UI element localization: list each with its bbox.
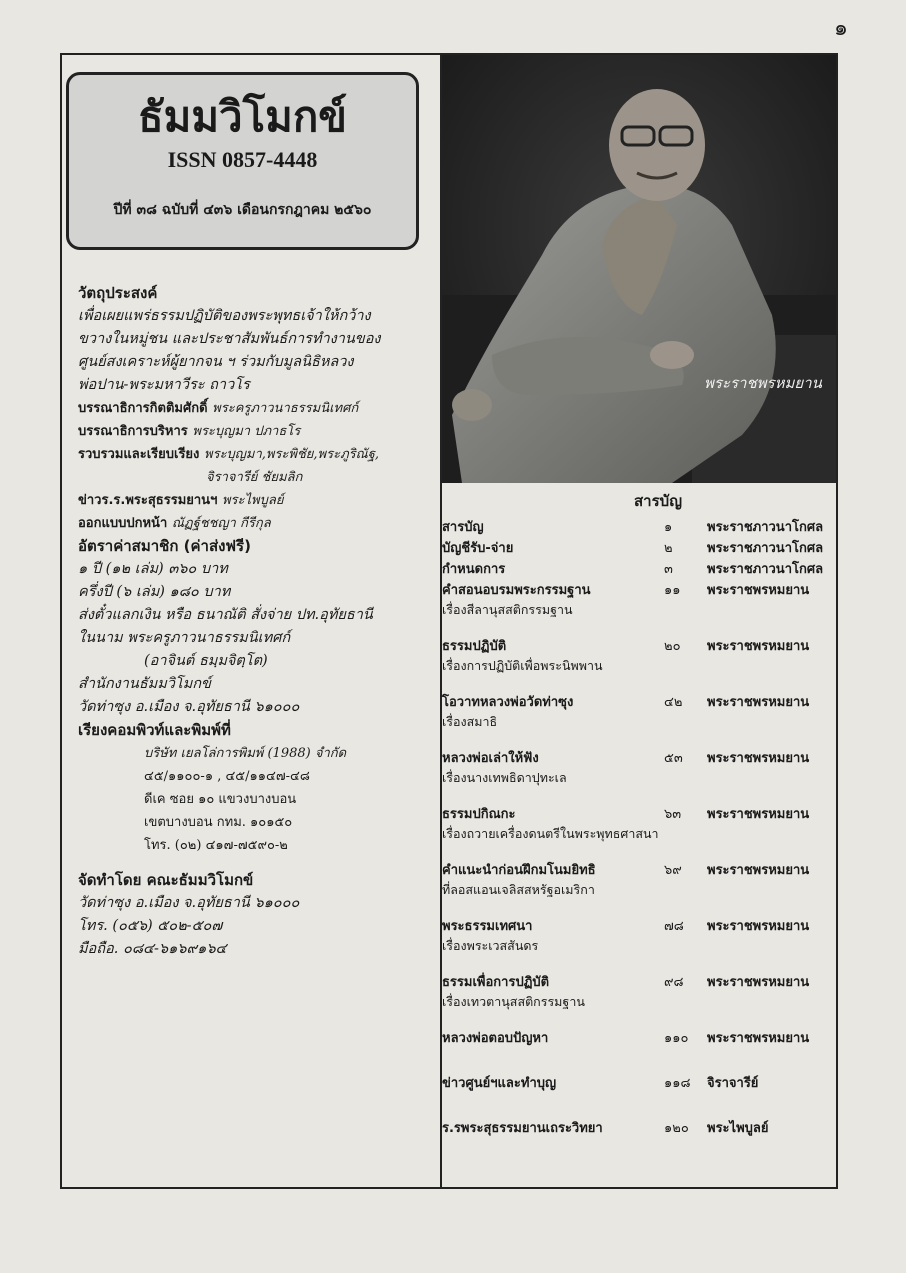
toc-page: ๔๒ xyxy=(664,695,683,710)
toc-author: จิราจารีย์ xyxy=(707,1076,759,1091)
office-line: วัดท่าซุง อ.เมือง จ.อุทัยธานี ๖๑๐๐๐ xyxy=(78,699,300,715)
toc-title: ธรรมปฏิบัติ xyxy=(442,639,507,654)
objective-line: เพื่อเผยแพร่ธรรมปฏิบัติของพระพุทธเจ้าให้กว้าง xyxy=(78,308,371,324)
cover-credit: ออกแบบปกหน้า ณัฏฐ์ชชญา กีรีกุล xyxy=(78,516,271,531)
objective-line: ขวางในหมู่ชน และประชาสัมพันธ์การทำงานของ xyxy=(78,331,381,347)
toc-row xyxy=(440,859,836,880)
toc-page: ๑๑๘ xyxy=(664,1076,691,1091)
toc-title: โอวาทหลวงพ่อวัดท่าซุง xyxy=(442,695,574,710)
left-column xyxy=(78,282,438,961)
toc-row xyxy=(440,747,836,768)
toc-page: ๑ xyxy=(664,520,673,535)
fee-year: ๑ ปี (๑๒ เล่ม) ๓๖๐ บาท xyxy=(78,561,228,577)
toc-author: พระราชภาวนาโกศล xyxy=(707,562,824,577)
toc-subtitle: ที่ลอสแอนเจลิสสหรัฐอเมริกา xyxy=(442,882,595,897)
toc-title: สารบัญ xyxy=(442,520,484,535)
page-number: ๑ xyxy=(834,16,848,41)
toc-row xyxy=(440,558,836,579)
producer-heading: จัดทำโดย คณะธัมมวิโมกข์ xyxy=(78,871,254,889)
toc-subtitle: เรื่องเทวตานุสสติกรรมฐาน xyxy=(442,994,585,1009)
toc-author: พระราชพรหมยาน xyxy=(707,975,810,990)
printer-line: ๔๕/๑๑๐๐-๑ , ๔๕/๑๑๔๗-๔๘ xyxy=(144,769,310,784)
issn: ISSN 0857-4448 xyxy=(167,147,318,172)
toc-author: พระราชภาวนาโกศล xyxy=(707,541,824,556)
printer-heading: เรียงคอมพิวท์และพิมพ์ที่ xyxy=(78,721,231,739)
toc-page: ๖๙ xyxy=(664,863,682,878)
objective-line: ศูนย์สงเคราะห์ผู้ยากจน ฯ ร่วมกับมูลนิธิหลวง xyxy=(78,354,354,370)
printer-line: ดีเค ซอย ๑๐ แขวงบางบอน xyxy=(144,792,297,807)
toc-spacer xyxy=(440,1048,836,1072)
objective-line: พ่อปาน-พระมหาวีระ ถาวโร xyxy=(78,377,250,393)
masthead-box xyxy=(66,72,419,250)
toc-title: คำสอนอบรมพระกรรมฐาน xyxy=(442,583,591,598)
producer-line: มือถือ. ๐๘๔-๖๑๖๙๑๖๔ xyxy=(78,941,227,957)
toc-author: พระราชพรหมยาน xyxy=(707,751,810,766)
toc-author: พระราชพรหมยาน xyxy=(707,695,810,710)
toc-subtitle: เรื่องสีลานุสสติกรรมฐาน xyxy=(442,602,573,617)
toc-spacer xyxy=(440,1093,836,1117)
toc-title: หลวงพ่อเล่าให้ฟัง xyxy=(442,751,539,766)
toc-title: ธรรมเพื่อการปฏิบัติ xyxy=(442,975,550,990)
toc-subtitle: เรื่องการปฏิบัติเพื่อพระนิพพาน xyxy=(442,658,603,673)
toc-row xyxy=(440,803,836,824)
toc-page: ๑๒๐ xyxy=(664,1121,689,1136)
toc-title: กำหนดการ xyxy=(442,562,506,577)
payment-line: ในนาม พระครูภาวนาธรรมนิเทศก์ xyxy=(78,630,291,646)
toc-author: พระราชพรหมยาน xyxy=(707,583,810,598)
toc-heading: สารบัญ xyxy=(634,492,682,510)
toc-row xyxy=(440,915,836,936)
producer-line: โทร. (๐๕๖) ๕๐๒-๕๐๗ xyxy=(78,918,223,934)
toc-row xyxy=(440,1117,836,1138)
office-line: สำนักงานธัมมวิโมกข์ xyxy=(78,676,211,692)
toc-spacer xyxy=(440,1138,836,1162)
producer-line: วัดท่าซุง อ.เมือง จ.อุทัยธานี ๖๑๐๐๐ xyxy=(78,895,300,911)
managing-editor: บรรณาธิการบริหาร พระบุญมา ปภาธโร xyxy=(78,424,301,439)
toc-row xyxy=(440,579,836,600)
toc-author: พระราชพรหมยาน xyxy=(707,807,810,822)
toc-page: ๕๓ xyxy=(664,751,683,766)
toc-page: ๑๑๐ xyxy=(664,1031,689,1046)
toc-title: ร.รพระสุธรรมยานเถระวิทยา xyxy=(442,1121,603,1136)
monk-photo xyxy=(442,55,836,483)
toc-title: หลวงพ่อตอบปัญหา xyxy=(442,1031,549,1046)
toc-page: ๗๘ xyxy=(664,919,684,934)
photo-signature: พระราชพรหมยาน xyxy=(704,374,822,392)
toc-page: ๙๘ xyxy=(664,975,684,990)
toc-row xyxy=(440,537,836,558)
toc-author: พระราชพรหมยาน xyxy=(707,919,810,934)
toc-row xyxy=(440,516,836,537)
toc-subtitle: เรื่องนางเทพธิดาปุทะเล xyxy=(442,770,567,785)
news-credit: ข่าวร.ร.พระสุธรรมยานฯ พระไพบูลย์ xyxy=(78,493,284,508)
payment-line: (อาจินต์ ธมฺมจิตฺโต) xyxy=(144,653,268,669)
objective-heading: วัตถุประสงค์ xyxy=(78,284,158,302)
toc-title: พระธรรมเทศนา xyxy=(442,919,533,934)
toc-page: ๒ xyxy=(664,541,673,556)
toc-title: ข่าวศูนย์ฯและทำบุญ xyxy=(442,1076,557,1091)
fee-half: ครึ่งปี (๖ เล่ม) ๑๘๐ บาท xyxy=(78,584,231,600)
toc-author: พระราชพรหมยาน xyxy=(707,863,810,878)
honorary-editor: บรรณาธิการกิตติมศักดิ์ พระครูภาวนาธรรมนิเทศก์ xyxy=(78,401,359,416)
toc-author: พระราชภาวนาโกศล xyxy=(707,520,824,535)
printer-line: เขตบางบอน กทม. ๑๐๑๕๐ xyxy=(144,815,293,830)
toc-row xyxy=(440,691,836,712)
toc-title: บัญชีรับ-จ่าย xyxy=(442,541,514,556)
toc-title: ธรรมปกิณกะ xyxy=(442,807,516,822)
toc-author: พระราชพรหมยาน xyxy=(707,639,810,654)
compiler: รวบรวมและเรียบเรียง พระบุญมา,พระพิชัย,พระภูริณัฐ, xyxy=(78,447,380,462)
magazine-title: ธัมมวิโมกข์ xyxy=(138,92,347,141)
compiler-line2: จิราจารีย์ ชัยมลิก xyxy=(206,470,303,485)
toc-author: พระไพบูลย์ xyxy=(707,1121,769,1136)
table-of-contents xyxy=(440,486,836,1162)
payment-line: ส่งตั๋วแลกเงิน หรือ ธนาณัติ สั่งจ่าย ปท.อุทัยธานี xyxy=(78,607,373,623)
toc-author: พระราชพรหมยาน xyxy=(707,1031,810,1046)
fee-heading: อัตราค่าสมาชิก (ค่าส่งฟรี) xyxy=(78,537,251,555)
toc-page: ๒๐ xyxy=(664,639,681,654)
toc-row xyxy=(440,1027,836,1048)
toc-page: ๖๓ xyxy=(664,807,682,822)
toc-subtitle: เรื่องพระเวสสันดร xyxy=(442,938,539,953)
printer-line: โทร. (๐๒) ๔๑๗-๗๕๙๐-๒ xyxy=(144,838,288,853)
issue-info: ปีที่ ๓๘ ฉบับที่ ๔๓๖ เดือนกรกฎาคม ๒๕๖๐ xyxy=(113,202,372,218)
toc-row xyxy=(440,971,836,992)
toc-subtitle: เรื่องสมาธิ xyxy=(442,714,498,729)
toc-subtitle: เรื่องถวายเครื่องดนตรีในพระพุทธศาสนา xyxy=(442,826,659,841)
toc-row xyxy=(440,635,836,656)
toc-page: ๑๑ xyxy=(664,583,681,598)
monk-photo-graphic xyxy=(442,55,836,483)
toc-row xyxy=(440,1072,836,1093)
printer-line: บริษัท เยลโล่การพิมพ์ (1988) จำกัด xyxy=(144,746,347,761)
toc-title: คำแนะนำก่อนฝึกมโนมยิทธิ xyxy=(442,863,596,878)
toc-page: ๓ xyxy=(664,562,673,577)
